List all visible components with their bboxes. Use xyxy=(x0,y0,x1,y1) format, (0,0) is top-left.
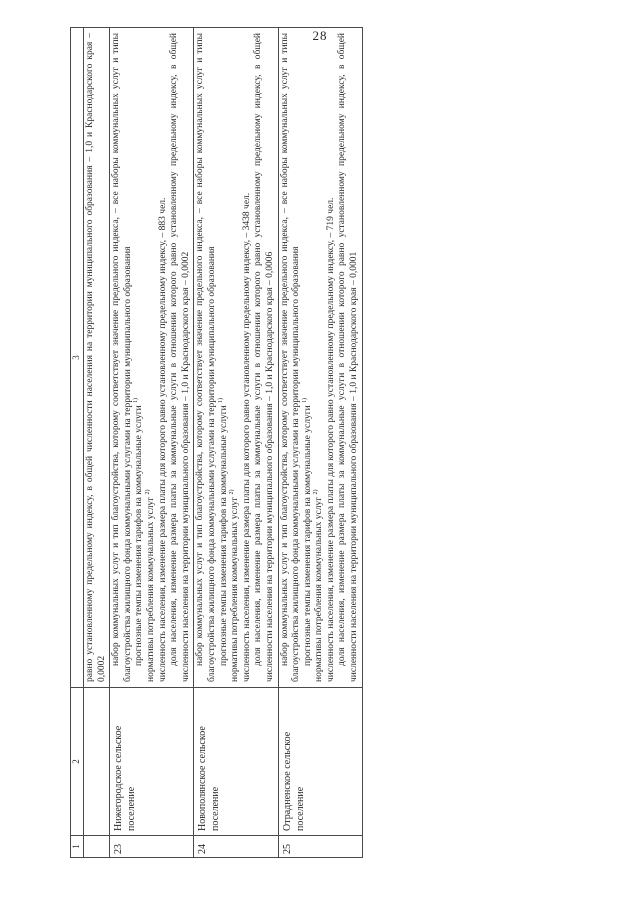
continuation-text-cell xyxy=(84,28,110,688)
header-col-1: 1 xyxy=(71,836,84,858)
header-row xyxy=(71,28,84,858)
tariff-rate-line xyxy=(219,33,231,682)
table-row xyxy=(110,28,194,858)
population-share-text: доля населения, изменение размера платы за коммунальные услуги в отношении которого равно установленному предельному индексу, в общей численности населения на территории муниципального образования – 1,0 и Краснодарского края – 0,0006 xyxy=(253,33,275,682)
tariff-rate-line xyxy=(303,33,315,682)
tariff-rate-text: прогнозные темпы изменения тарифов на коммунальные услуги xyxy=(134,405,145,666)
footnote-ref-1: 1) xyxy=(133,397,140,403)
continuation-num-cell xyxy=(84,836,110,858)
rotated-table-wrapper xyxy=(70,28,570,858)
population-count-text: численность населения, изменение размера платы для которого равно установленному предельному индексу, – 3438 чел. xyxy=(241,192,252,682)
tariff-rate-text: прогнозные темпы изменения тарифов на коммунальные услуги xyxy=(218,405,229,666)
services-set-text: набор коммунальных услуг и тип благоустройства, которому соответствует значение предельного индекса, – все наборы коммунальных услуг и типы благоустройства жилищного фонда коммунальными услугами на территории муниципального образования xyxy=(111,33,133,682)
population-count-text: численность населения, изменение размера платы для которого равно установленному предельному индексу, – 883 чел. xyxy=(157,197,168,682)
row-number: 24 xyxy=(194,836,278,858)
consumption-norms-text: нормативы потребления коммунальных услуг xyxy=(230,496,241,682)
consumption-norms-line xyxy=(146,33,158,682)
row-number: 23 xyxy=(110,836,194,858)
consumption-norms-line xyxy=(230,33,242,682)
footnote-ref-2: 2) xyxy=(313,489,320,495)
continuation-text: равно установленному предельному индексу, в общей численности населения на территории муниципального образования – 1,0 и Краснодарского края – 0,0002 xyxy=(85,33,107,682)
services-set-text: набор коммунальных услуг и тип благоустройства, которому соответствует значение предельного индекса, – все наборы коммунальных услуг и типы благоустройства жилищного фонда коммунальными услугами на территории муниципального образования xyxy=(279,33,302,682)
footnote-ref-1: 1) xyxy=(301,397,308,403)
footnote-ref-2: 2) xyxy=(228,489,235,495)
footnote-ref-2: 2) xyxy=(144,489,151,495)
settlement-name: Новополянское сельское поселение xyxy=(194,688,278,836)
indices-table xyxy=(70,27,363,858)
page-number: 28 xyxy=(312,28,328,43)
settlement-name: Отрадненское сельское поселение xyxy=(278,688,362,836)
consumption-norms-text: нормативы потребления коммунальных услуг xyxy=(314,496,325,682)
footnote-ref-1: 1) xyxy=(217,397,224,403)
table-row xyxy=(194,28,278,858)
settlement-name: Нижегородское сельское поселение xyxy=(110,688,194,836)
settlement-details xyxy=(194,28,278,688)
consumption-norms-line xyxy=(314,33,326,682)
continuation-name-cell xyxy=(84,688,110,836)
table-row-continuation xyxy=(84,28,110,858)
services-set-text: набор коммунальных услуг и тип благоустройства, которому соответствует значение предельного индекса, – все наборы коммунальных услуг и типы благоустройства жилищного фонда коммунальными услугами на территории муниципального образования xyxy=(195,33,217,682)
population-share-text: доля населения, изменение размера платы за коммунальные услуги в отношении которого равно установленному предельному индексу, в общей численности населения на территории муниципального образования – 1,0 и Краснодарского края – 0,0001 xyxy=(337,33,360,682)
tariff-rate-line xyxy=(134,33,146,682)
settlement-details xyxy=(110,28,194,688)
consumption-norms-text: нормативы потребления коммунальных услуг xyxy=(145,496,156,682)
tariff-rate-text: прогнозные темпы изменения тарифов на коммунальные услуги xyxy=(302,405,313,666)
settlement-details xyxy=(278,28,362,688)
row-number: 25 xyxy=(278,836,362,858)
population-share-text: доля населения, изменение размера платы за коммунальные услуги в отношении которого равно установленному предельному индексу, в общей численности населения на территории муниципального образования – 1,0 и Краснодарского края – 0,0002 xyxy=(169,33,191,682)
population-count-text: численность населения, изменение размера платы для которого равно установленному предельному индексу, – 719 чел. xyxy=(325,197,336,682)
header-col-3: 3 xyxy=(71,28,84,688)
table-row xyxy=(278,28,362,858)
header-col-2: 2 xyxy=(71,688,84,836)
